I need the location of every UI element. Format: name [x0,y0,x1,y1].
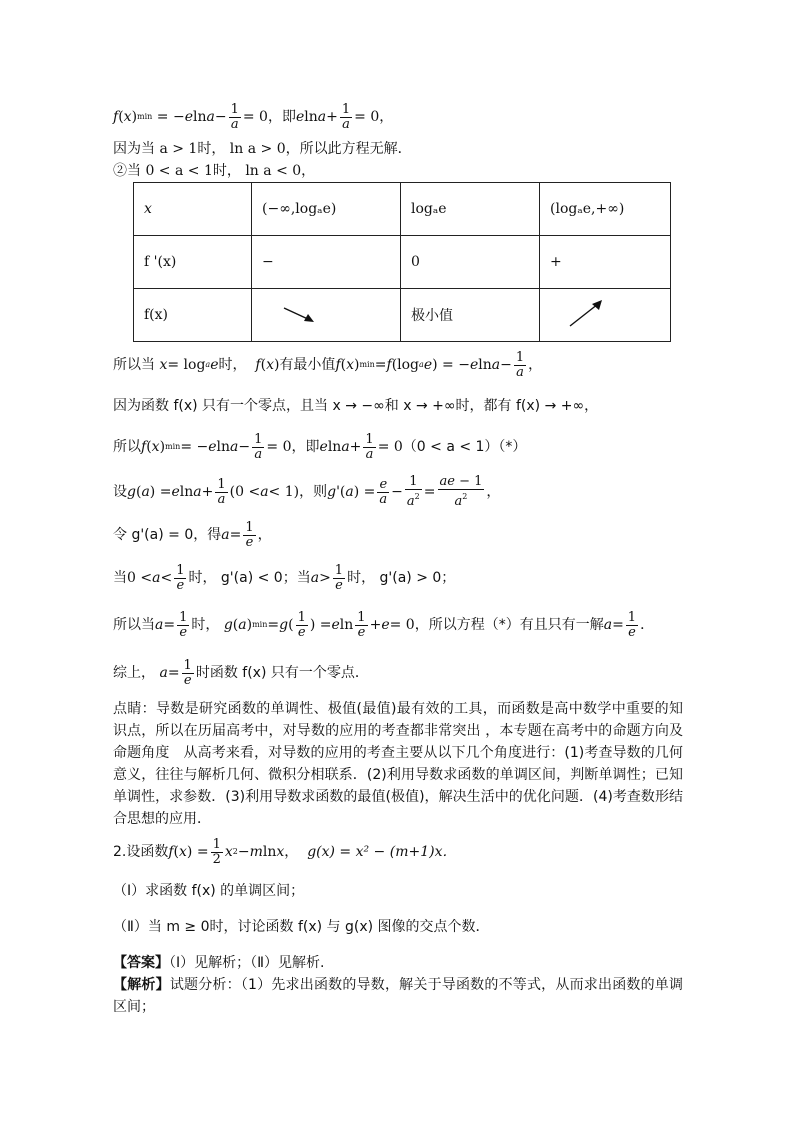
equation-line-min-value: 所以当 x = log a e 时， f ( x ) 有最小值 f ( x ) min = f (log a e ) = − e ln a − $\frac{1}{a}$ ， [113,349,543,380]
table-row: f '(x) − 0 + [134,236,671,289]
variation-table [133,182,671,342]
table-row: f(x) 极小值 [134,289,671,342]
equation-line-conclusion: 所以当 a = $\frac{1}{e}$ 时， g ( a ) min = g ( $\frac{1}{e}$ ) = e ln $\frac{1}{e}$ + e = 0 ，所以方程（*）有且只有一解 a = $\frac{1}{e}$ ． [113,609,655,640]
table-row: x (−∞,logₐe) logₐe (logₐe,+∞) [134,183,671,236]
increasing-arrow-icon [540,289,671,342]
text-ji: ，即 [267,109,296,125]
comment-paragraph: 点睛：导数是研究函数的单调性、极值(最值)最有效的工具，而函数是高中数学中重要的知识点，所以在历届高考中，对导数的应用的考查都非常突出 ，本专题在高考中的命题方向及命题角度 从高考来看，对导数的应用的考查主要从以下几个角度进行：(1)考查导数的几何意义，往往与解析几何、微积分相联系．(2)利用导数求函数的单调区间，判断单调性；已知单调性，求参数．(3)利用导数求函数的最值(极值)，解决生活中的优化问题．(4)考查数形结合思想的应用． [113,701,683,827]
equation-line-sign: 当 0 < a < $\frac{1}{e}$ 时， g'(a) < 0；当 a > $\frac{1}{e}$ 时， g'(a) > 0； [113,562,456,593]
equation-line-g-def: 设 g ( a ) = e ln a + $\frac{1}{a}$ (0 < a < 1) ，则 g '( a ) = $\frac{e}{a}$ − $\frac{1}{a^2}$ = $\frac{ae - 1}{a^2}$ ， [113,474,501,509]
text-no-solution: 因为当 a > 1时， ln a > 0，所以此方程无解． [113,141,412,157]
decreasing-arrow-icon [252,289,401,342]
question-1: （Ⅰ）求函数 f(x) 的单调区间； [113,883,305,899]
question-2: （Ⅱ）当 m ≥ 0时，讨论函数 f(x) 与 g(x) 图像的交点个数． [113,919,490,935]
analysis-paragraph: 【解析】试题分析：（1）先求出函数的导数，解关于导函数的不等式，从而求出函数的单调区间； [113,977,684,1015]
equation-line-summary: 综上， a = $\frac{1}{e}$ 时函数 f(x) 只有一个零点． [113,657,369,688]
equation-line-critical: 令 g'(a) = 0，得 a = $\frac{1}{e}$ ， [113,519,272,550]
problem-2-statement: 2.设函数 f ( x ) = $\frac{1}{2}$ x 2 − m ln x ， g(x) = x² − (m+1)x． [113,836,457,867]
equation-line-min: f ( x ) min = − e ln a − $\frac{1}{a}$ = 0 ，即 e ln a + $\frac{1}{a}$ = 0 ， [113,101,394,132]
document-page [113,96,683,1018]
text-case-2: ②当 0 < a < 1时， ln a < 0， [113,163,316,179]
equation-line-star: 所以 f ( x ) min = − e ln a − $\frac{1}{a}$ = 0 ，即 e ln a + $\frac{1}{a}$ = 0 （0 < a < 1）（*） [113,431,527,462]
answer-line: 【答案】（Ⅰ）见解析；（Ⅱ）见解析. [113,955,325,971]
text-one-zero: 因为函数 f(x) 只有一个零点，且当 x → −∞和 x → +∞时，都有 f(x) → +∞， [113,398,599,414]
